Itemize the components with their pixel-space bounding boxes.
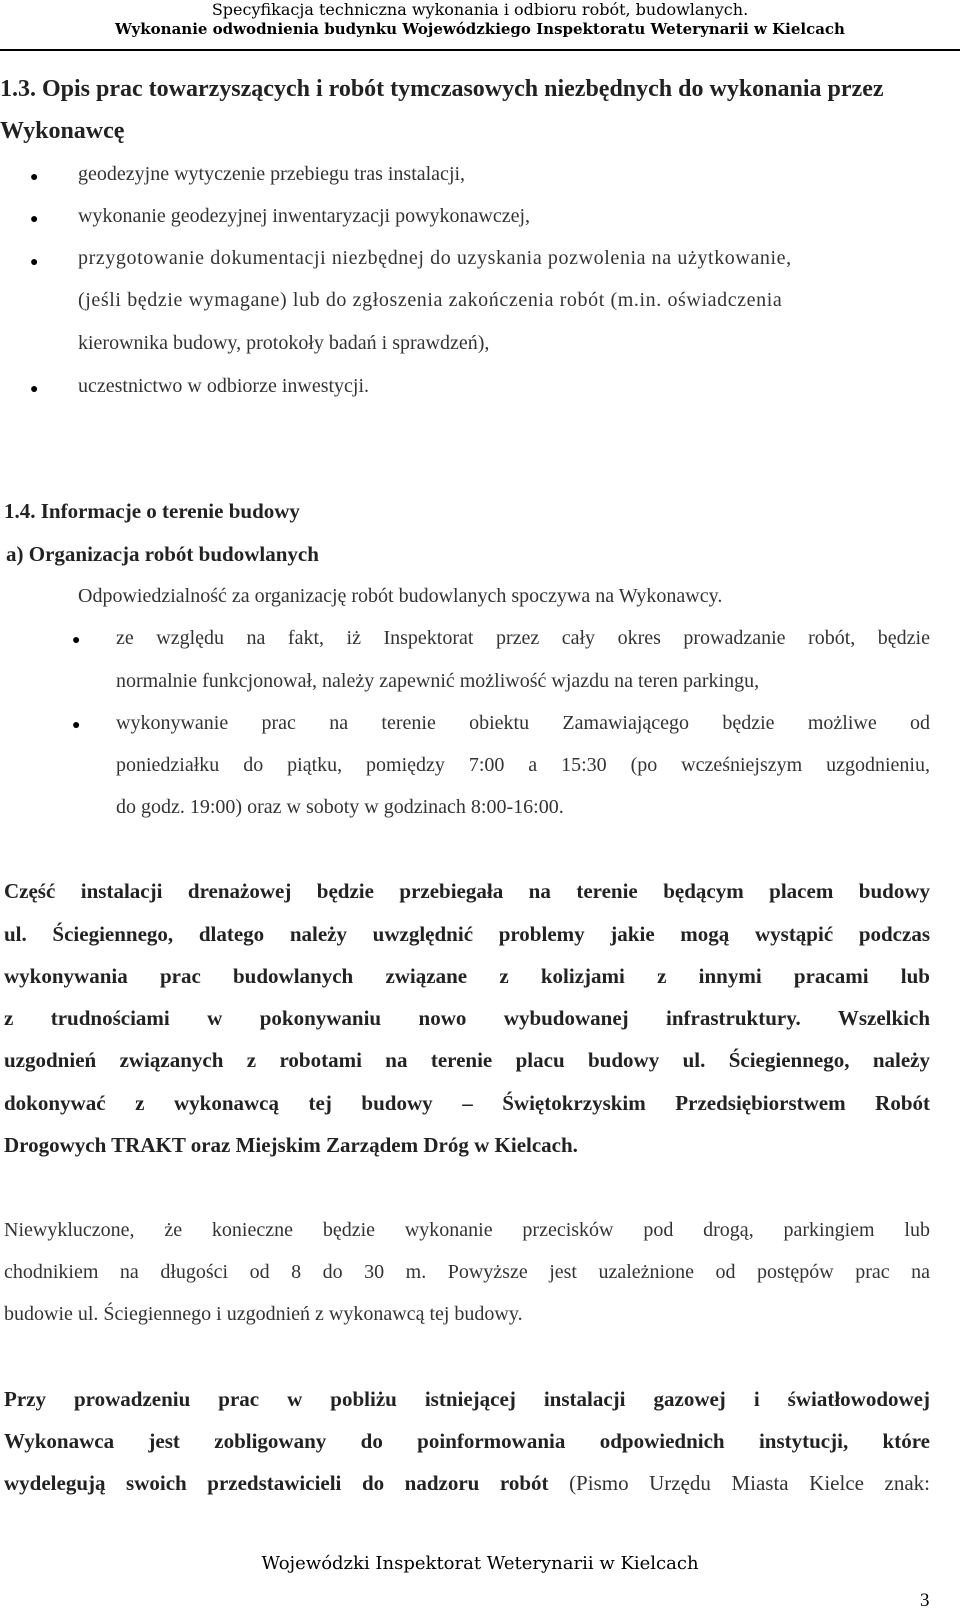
paragraph-line: dokonywać z wykonawcą tej budowy – Świętokrzyskim Przedsiębiorstwem Robót — [4, 1091, 930, 1115]
section-1-4-title: 1.4. Informacje o terenie budowy — [4, 499, 300, 523]
paragraph-line: Przy prowadzeniu prac w pobliżu istniejącej instalacji gazowej i światłowodowej — [4, 1387, 930, 1411]
paragraph-line: Niewykluczone, że konieczne będzie wykonanie przecisków pod drogą, parkingiem lub — [4, 1219, 930, 1241]
bullet-icon: ● — [72, 718, 81, 733]
header-project-title: Wykonanie odwodnienia budynku Wojewódzkiego Inspektoratu Weterynarii w Kielcach — [115, 20, 845, 38]
list-item-cont: normalnie funkcjonował, należy zapewnić możliwość wjazdu na teren parkingu, — [116, 670, 760, 692]
list-item: ze względu na fakt, iż Inspektorat przez cały okres prowadzanie robót, będzie — [116, 627, 930, 649]
footer-institution: Wojewódzki Inspektorat Weterynarii w Kielcach — [261, 1553, 699, 1574]
paragraph-line: ul. Ściegiennego, dlatego należy uwzględnić problemy jakie mogą wystąpić podczas — [4, 922, 930, 946]
list-item: uczestnictwo w odbiorze inwestycji. — [78, 375, 370, 397]
list-item-cont: do godz. 19:00) oraz w soboty w godzinach 8:00-16:00. — [116, 796, 564, 818]
paragraph-line: uzgodnień związanych z robotami na terenie placu budowy ul. Ściegiennego, należy — [4, 1048, 930, 1072]
section-1-3-title: 1.3. Opis prac towarzyszących i robót tymczasowych niezbędnych do wykonania przez — [0, 76, 884, 102]
paragraph-line: chodnikiem na długości od 8 do 30 m. Powyższe jest uzależnione od postępów prac na — [4, 1261, 930, 1283]
bullet-icon: ● — [30, 255, 39, 270]
section-1-4-intro: Odpowiedzialność za organizację robót budowlanych spoczywa na Wykonawcy. — [78, 585, 723, 607]
list-item: wykonanie geodezyjnej inwentaryzacji powykonawczej, — [78, 205, 531, 227]
list-item-cont: kierownika budowy, protokoły badań i sprawdzeń), — [78, 332, 490, 354]
list-item-cont: (jeśli będzie wymagane) lub do zgłoszenia zakończenia robót (m.in. oświadczenia — [78, 289, 783, 311]
list-item: geodezyjne wytyczenie przebiegu tras instalacji, — [78, 163, 466, 185]
paragraph-line: Część instalacji drenażowej będzie przebiegała na terenie będącym placem budowy — [4, 879, 930, 903]
paragraph-line: wykonywania prac budowlanych związane z kolizjami z innymi pracami lub — [4, 964, 930, 988]
paragraph-normal-segment: (Pismo Urzędu Miasta Kielce znak: — [548, 1471, 930, 1495]
paragraph-line: Drogowych TRAKT oraz Miejskim Zarządem Dróg w Kielcach. — [4, 1133, 578, 1157]
subsection-a-title: a) Organizacja robót budowlanych — [6, 542, 319, 566]
header-spec-title: Specyfikacja techniczna wykonania i odbioru robót, budowlanych. — [211, 0, 749, 19]
bullet-icon: ● — [30, 212, 39, 227]
paragraph-line: budowie ul. Ściegiennego i uzgodnień z wykonawcą tej budowy. — [4, 1303, 523, 1325]
paragraph-line — [4, 1469, 930, 1500]
list-item: wykonywanie prac na terenie obiektu Zamawiającego będzie możliwe od — [116, 712, 930, 734]
bullet-icon: ● — [30, 170, 39, 185]
section-1-3-title-cont: Wykonawcę — [0, 118, 125, 144]
paragraph-line: Wykonawca jest zobligowany do poinformowania odpowiednich instytucji, które — [4, 1429, 930, 1453]
list-item: przygotowanie dokumentacji niezbędnej do uzyskania pozwolenia na użytkowanie, — [78, 247, 792, 269]
page-number: 3 — [920, 1590, 930, 1611]
bullet-icon: ● — [30, 382, 39, 397]
header-divider — [0, 49, 960, 51]
paragraph-line: z trudnościami w pokonywaniu nowo wybudowanej infrastruktury. Wszelkich — [4, 1006, 930, 1030]
bullet-icon: ● — [72, 633, 81, 648]
list-item-cont: poniedziałku do piątku, pomiędzy 7:00 a 15:30 (po wcześniejszym uzgodnieniu, — [116, 754, 930, 776]
paragraph-bold-segment: wydelegują swoich przedstawicieli do nadzoru robót — [4, 1471, 549, 1495]
